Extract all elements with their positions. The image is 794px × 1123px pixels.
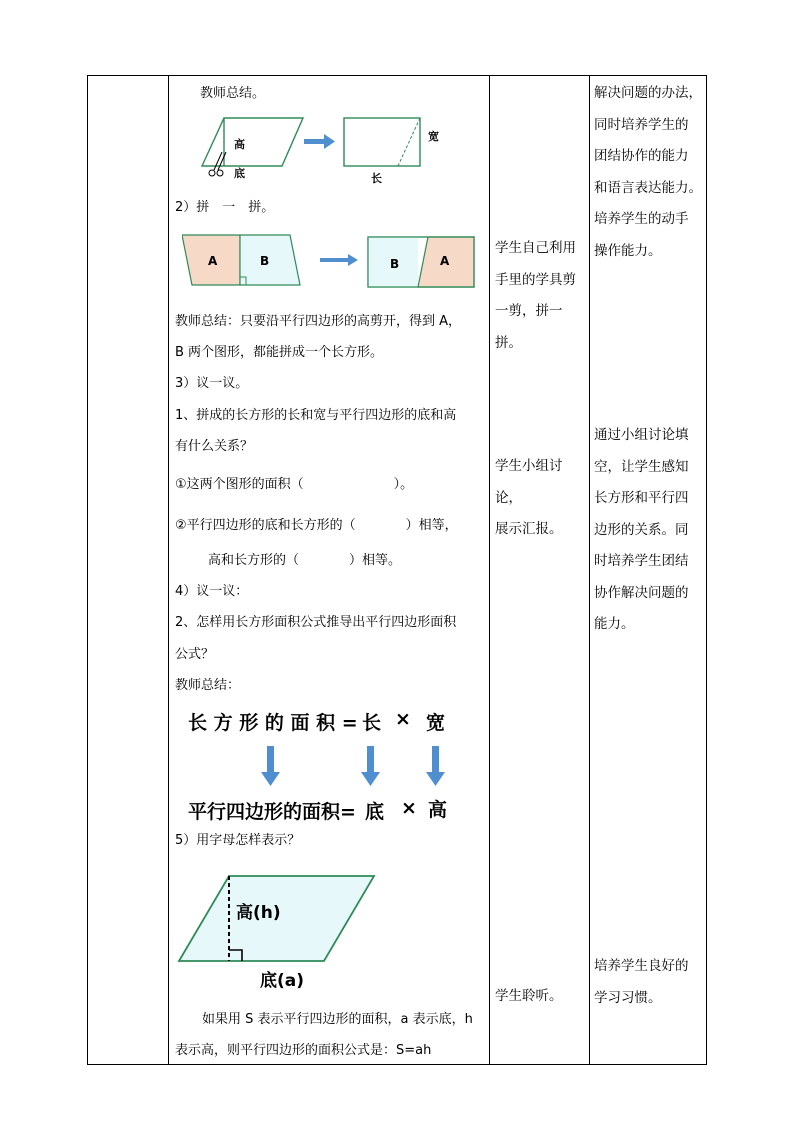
student-activity-1: 学生自己利用 手里的学具剪 一剪，拼一拼。 xyxy=(495,240,576,351)
formula-para-base: 底 xyxy=(365,801,385,823)
fill-blank-3: 高和长方形的（ ）相等。 xyxy=(208,553,402,568)
summary-line: B 两个图形，都能拼成一个长方形。 xyxy=(175,345,384,360)
question-2: 2、怎样用长方形面积公式推导出平行四边形面积 xyxy=(175,615,457,630)
question-1: 有什么关系？ xyxy=(175,439,254,454)
teacher-summary: 教师总结： xyxy=(175,678,241,693)
parallelogram-shape xyxy=(202,118,303,166)
down-arrow-icon xyxy=(426,746,445,786)
down-arrow-icon xyxy=(261,746,280,786)
piece-b xyxy=(240,235,300,285)
svg-text:A: A xyxy=(440,254,450,268)
formula-para-left: 平行四边形的面积= xyxy=(188,801,356,823)
length-label: 长 xyxy=(371,172,382,184)
teacher-summary: 教师总结。 xyxy=(200,86,266,101)
labeled-parallelogram xyxy=(174,872,384,992)
question-1: 1、拼成的长方形的长和宽与平行四边形的底和高 xyxy=(175,408,457,423)
step-4: 4）议一议： xyxy=(175,584,249,599)
width-label: 宽 xyxy=(428,130,439,143)
base-label: 底(a) xyxy=(260,971,305,991)
summary-line: 教师总结：只要沿平行四边形的高剪开，得到 A， xyxy=(175,314,462,329)
fill-blank-1: ①这两个图形的面积（ ）。 xyxy=(175,477,414,492)
rearrange-figure xyxy=(182,232,482,292)
right-arrow-icon xyxy=(304,134,335,149)
height-label: 高 xyxy=(234,138,245,151)
lesson-table xyxy=(87,75,707,1065)
formula-rect-left: 长 方 形 的 面 积 = xyxy=(188,712,358,734)
down-arrow-icon xyxy=(361,746,380,786)
formula-para-times: × xyxy=(401,797,417,819)
step-3: 3）议一议。 xyxy=(175,376,249,391)
column-divider xyxy=(168,76,169,1064)
svg-text:A: A xyxy=(208,254,218,268)
design-intent-2: 通过小组讨论填 空，让学生感知 长方形和平行四 边形的关系。同 时培养学生团结 协作解决问题的 能力。 xyxy=(594,427,689,632)
step-2: 2）拼 一 拼。 xyxy=(175,200,275,215)
design-intent-3: 培养学生良好的 学习习惯。 xyxy=(594,958,689,1006)
question-2: 公式？ xyxy=(175,647,215,662)
final-line: 表示高，则平行四边形的面积公式是：S=ah xyxy=(175,1043,432,1058)
height-label: 高(h) xyxy=(236,903,281,923)
student-activity-2: 学生小组讨论， 展示汇报。 xyxy=(495,458,563,537)
formula-para-height: 高 xyxy=(428,799,448,821)
svg-text:B: B xyxy=(260,254,270,268)
down-arrows xyxy=(258,746,458,788)
formula-rect-times: × xyxy=(395,708,411,730)
final-line: 如果用 S 表示平行四边形的面积，a 表示底，h xyxy=(202,1012,473,1027)
student-activity-3: 学生聆听。 xyxy=(495,988,563,1004)
formula-rect-length: 长 xyxy=(362,712,382,734)
step-5: 5）用字母怎样表示？ xyxy=(175,833,301,848)
column-divider xyxy=(489,76,490,1064)
fill-blank-2: ②平行四边形的底和长方形的（ ）相等， xyxy=(175,518,458,533)
svg-text:B: B xyxy=(390,257,400,271)
base-label: 底 xyxy=(234,167,245,180)
cut-parallelogram-figure xyxy=(198,112,448,184)
formula-rect-width: 宽 xyxy=(426,712,446,734)
column-divider xyxy=(589,76,590,1064)
right-arrow-icon xyxy=(320,254,358,266)
design-intent-1: 解决问题的办法， 同时培养学生的 团结协作的能力 和语言表达能力。 培养学生的动手 操作能力。 xyxy=(594,85,702,259)
